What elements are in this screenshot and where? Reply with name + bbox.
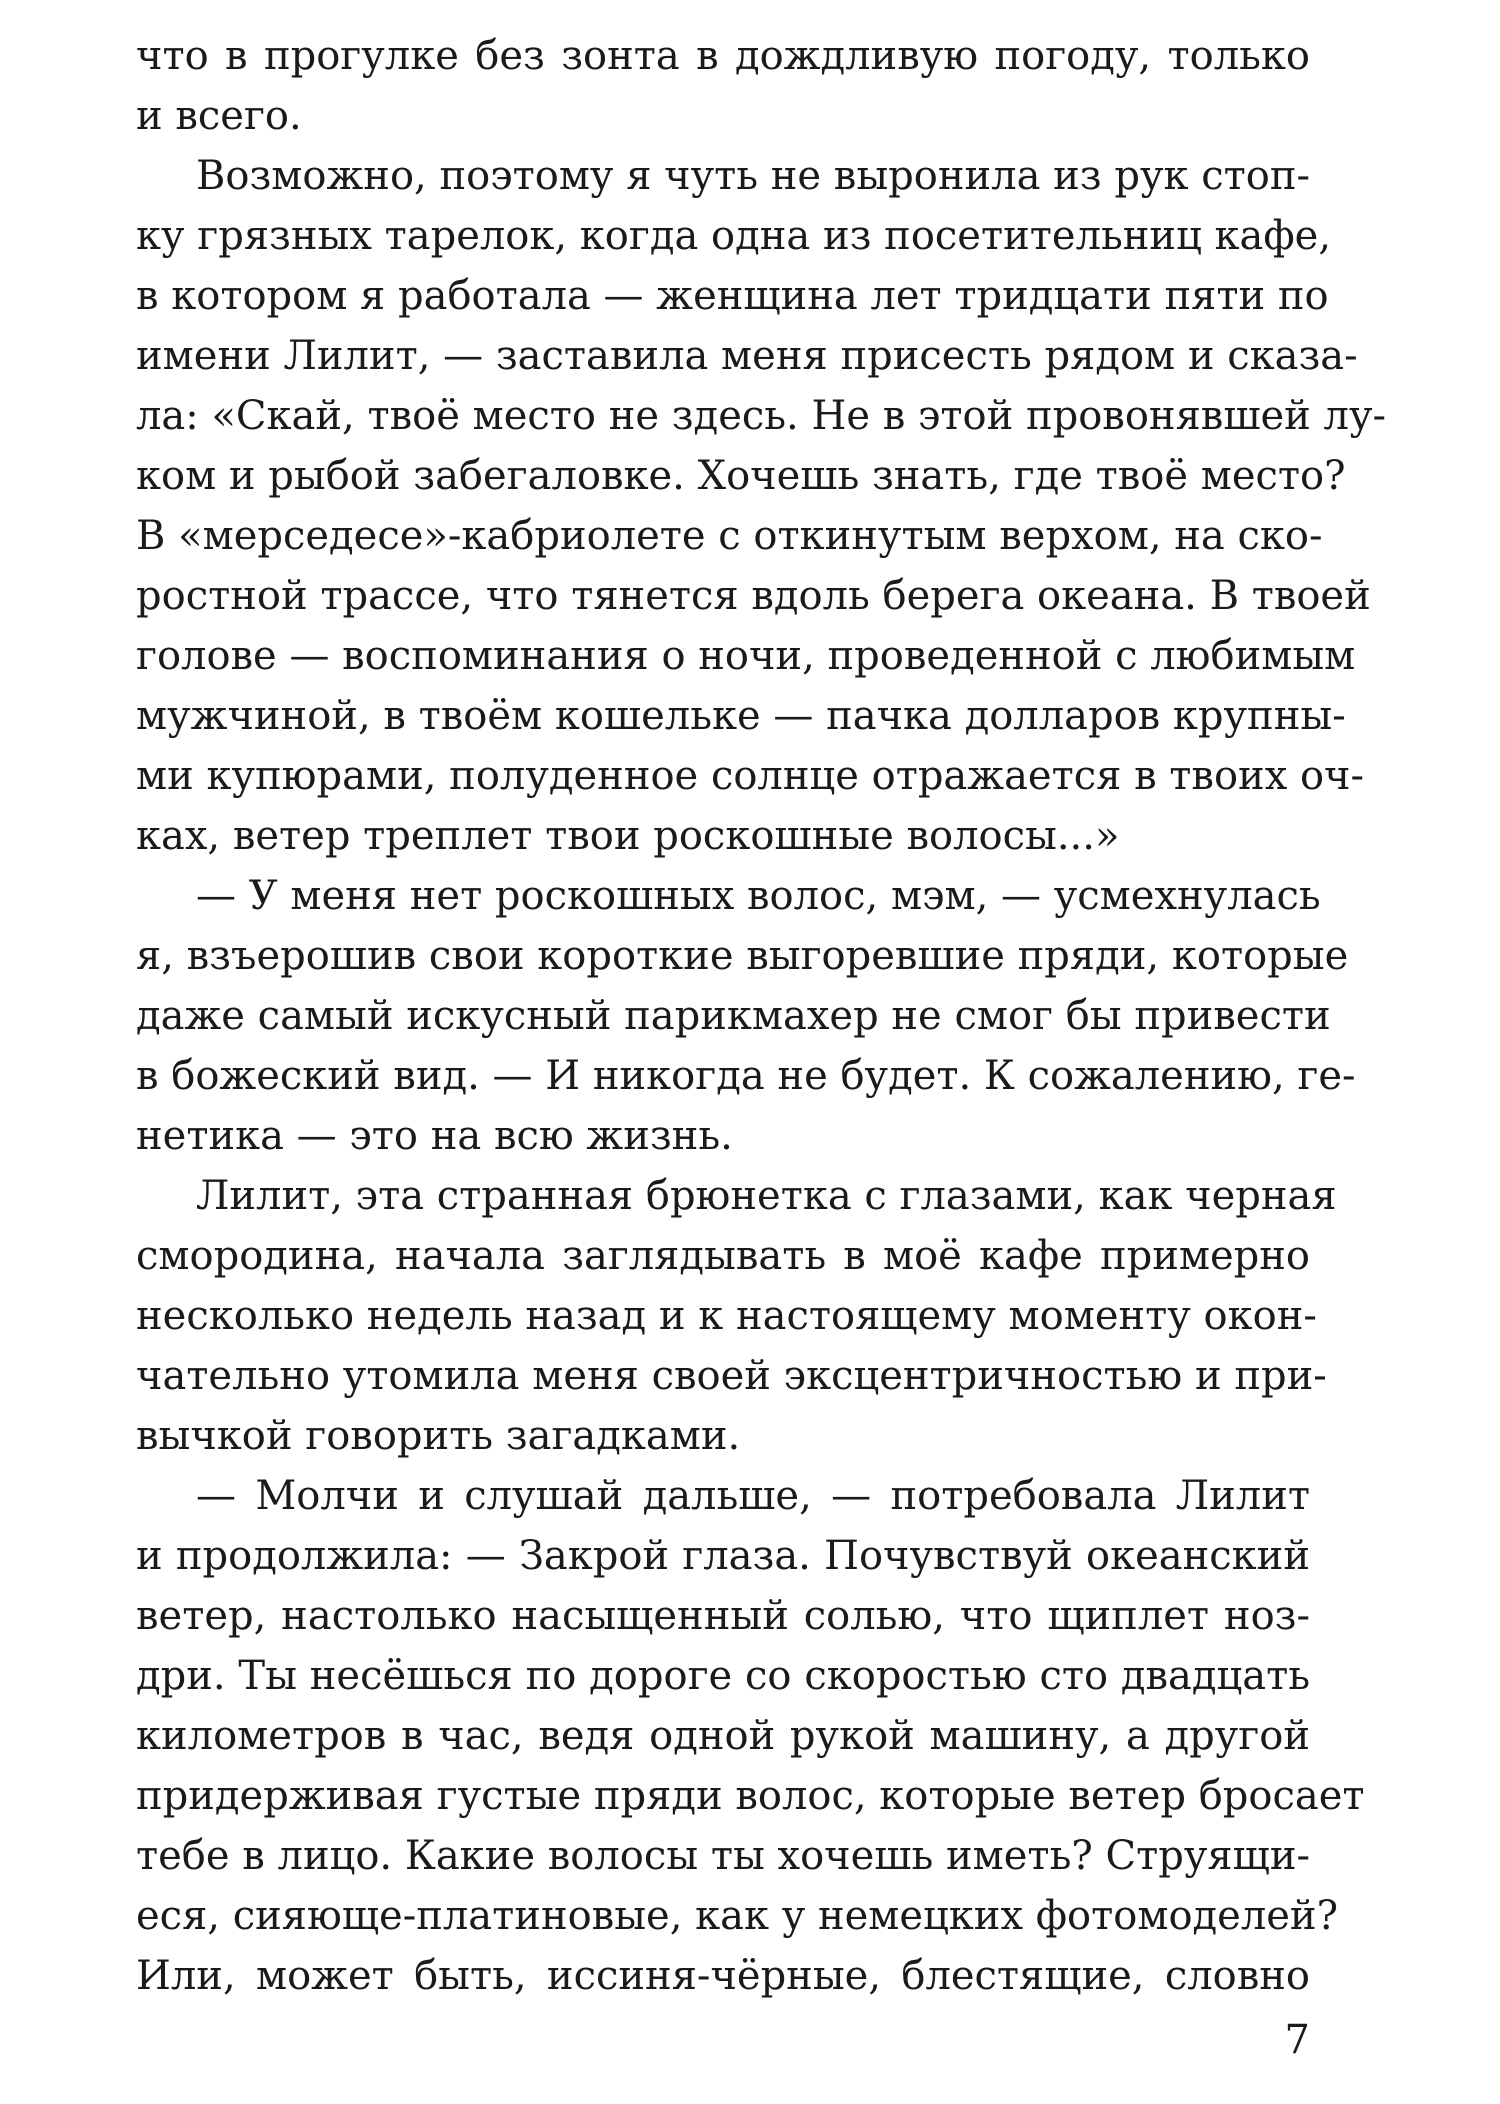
page-text <box>136 26 1387 2006</box>
text-line: придерживая густые пряди волос, которые ветер бросает <box>136 1773 1365 1819</box>
text-line: ла: «Скай, твоё место не здесь. Не в этой провонявшей лу- <box>136 393 1387 439</box>
text-line: что в прогулке без зонта в дождливую погоду, только <box>136 33 1310 79</box>
text-line: В «мерседесе»-кабриолете с откинутым верхом, на ско- <box>136 513 1323 559</box>
text-line: голове — воспоминания о ночи, проведенной с любимым <box>136 633 1356 679</box>
text-line: в котором я работала — женщина лет тридцати пяти по <box>136 273 1329 319</box>
text-line: ми купюрами, полуденное солнце отражается в твоих оч- <box>136 753 1365 799</box>
text-line: еся, сияюще-платиновые, как у немецких фотомоделей? <box>136 1893 1339 1939</box>
text-line: несколько недель назад и к настоящему моменту окон- <box>136 1293 1317 1339</box>
text-line: — У меня нет роскошных волос, мэм, — усмехнулась <box>196 873 1321 919</box>
text-line: я, взъерошив свои короткие выгоревшие пряди, которые <box>136 933 1349 979</box>
text-line: нетика — это на всю жизнь. <box>136 1113 733 1159</box>
text-line: даже самый искусный парикмахер не смог бы привести <box>136 993 1331 1039</box>
text-line: Лилит, эта странная брюнетка с глазами, как черная <box>196 1173 1337 1219</box>
text-line: чательно утомила меня своей эксцентричностью и при- <box>136 1353 1327 1399</box>
text-line: ростной трассе, что тянется вдоль берега океана. В твоей <box>136 573 1371 619</box>
text-line: смородина, начала заглядывать в моё кафе примерно <box>136 1233 1310 1279</box>
text-line: километров в час, ведя одной рукой машину, а другой <box>136 1713 1310 1759</box>
text-line: Возможно, поэтому я чуть не выронила из рук стоп- <box>196 153 1310 199</box>
page-number: 7 <box>1284 2017 1310 2063</box>
text-line: ком и рыбой забегаловке. Хочешь знать, где твоё место? <box>136 453 1346 499</box>
text-line: Или, может быть, иссиня-чёрные, блестящие, словно <box>136 1953 1310 1999</box>
text-line: тебе в лицо. Какие волосы ты хочешь иметь? Струящи- <box>136 1833 1310 1879</box>
text-line: и всего. <box>136 93 302 139</box>
text-line: ку грязных тарелок, когда одна из посетительниц кафе, <box>136 213 1332 259</box>
text-line: имени Лилит, — заставила меня присесть рядом и сказа- <box>136 333 1358 379</box>
text-line: — Молчи и слушай дальше, — потребовала Лилит <box>196 1473 1310 1519</box>
text-line: ветер, настолько насыщенный солью, что щиплет ноз- <box>136 1593 1310 1639</box>
text-line: дри. Ты несёшься по дороге со скоростью сто двадцать <box>136 1653 1310 1699</box>
text-line: мужчиной, в твоём кошельке — пачка долларов крупны- <box>136 693 1346 739</box>
text-line: в божеский вид. — И никогда не будет. К сожалению, ге- <box>136 1053 1356 1099</box>
text-line: и продолжила: — Закрой глаза. Почувствуй океанский <box>136 1533 1310 1579</box>
text-line: ках, ветер треплет твои роскошные волосы...» <box>136 813 1120 859</box>
text-line: вычкой говорить загадками. <box>136 1413 741 1459</box>
